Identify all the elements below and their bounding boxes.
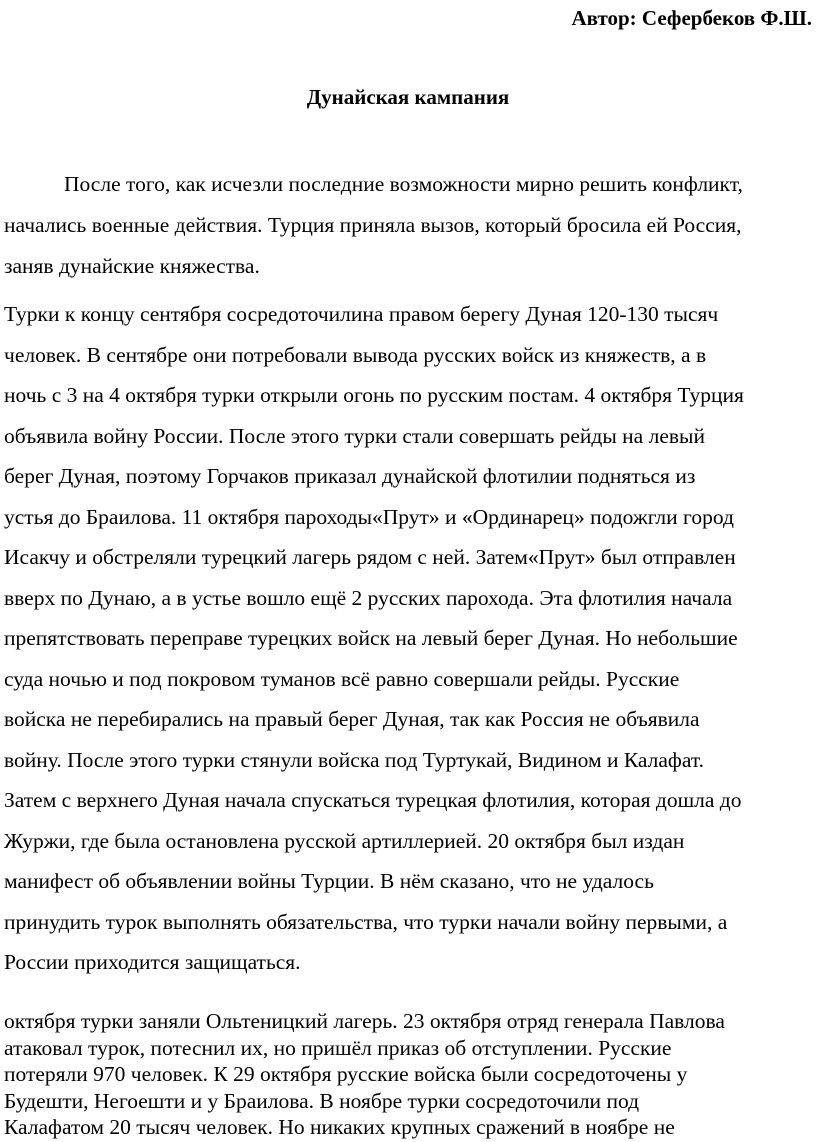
- paragraph-line: Будешти, Негоешти и у Браилова. В ноябре турки сосредоточили под: [4, 1088, 640, 1113]
- paragraph-line: манифест об объявлении войны Турции. В нём сказано, что не удалось: [4, 869, 654, 893]
- paragraph-line: Калафатом 20 тысяч человек. Но никаких крупных сражений в ноябре не: [4, 1115, 675, 1139]
- paragraph-2: [4, 300, 816, 989]
- document-title: Дунайская кампания: [306, 85, 510, 109]
- paragraph-line: человек. В сентябре они потребовали вывода русских войск из княжеств, а в: [4, 342, 707, 367]
- paragraph-line: берег Дуная, поэтому Горчаков приказал дунайской флотилии подняться из: [4, 464, 696, 488]
- paragraph-line: После того, как исчезли последние возможности мирно решить конфликт,: [64, 172, 743, 196]
- author-line: Автор: Сефербеков Ф.Ш.: [571, 6, 812, 30]
- paragraph-line: заняв дунайские княжества.: [4, 254, 260, 278]
- paragraph-line: препятствовать переправе турецких войск на левый берег Дуная. Но небольшие: [4, 626, 738, 650]
- paragraph-line: суда ночью и под покровом туманов всё равно совершали рейды. Русские: [4, 666, 680, 691]
- paragraph-line: войну. После этого турки стянули войска под Туртукай, Видином и Калафат.: [4, 747, 704, 772]
- paragraph-line: принудить турок выполнять обязательства, что турки начали войну первыми, а: [4, 909, 728, 934]
- paragraph-line: начались военные действия. Турция приняла вызов, который бросила ей Россия,: [4, 213, 742, 237]
- paragraph-line: Журжи, где была остановлена русской артиллерией. 20 октября был издан: [4, 828, 685, 853]
- paragraph-line: октября турки заняли Ольтеницкий лагерь. 23 октября отряд генерала Павлова: [4, 1009, 725, 1033]
- paragraph-1: [4, 170, 816, 293]
- paragraph-line: ночь с 3 на 4 октября турки открыли огонь по русским постам. 4 октября Турция: [4, 383, 744, 407]
- paragraph-line: Исакчу и обстреляли турецкий лагерь рядом с ней. Затем«Прут» был отправлен: [4, 545, 736, 569]
- paragraph-line: вверх по Дунаю, а в устье вошло ещё 2 русских парохода. Эта флотилия начала: [4, 585, 733, 610]
- paragraph-line: Затем с верхнего Дуная начала спускаться турецкая флотилия, которая дошла до: [4, 788, 742, 812]
- paragraph-line: атаковал турок, потеснил их, но пришёл приказ об отступлении. Русские: [4, 1035, 672, 1060]
- paragraph-line: Турки к концу сентября сосредоточилина правом берегу Дуная 120-130 тысяч: [4, 302, 719, 326]
- paragraph-line: объявила войну России. После этого турки стали совершать рейды на левый: [4, 423, 705, 448]
- paragraph-3: [4, 1008, 816, 1141]
- paragraph-line: устья до Браилова. 11 октября пароходы«Прут» и «Ординарец» подожгли город: [4, 504, 734, 529]
- paragraph-line: России приходится защищаться.: [4, 950, 301, 974]
- paragraph-line: потеряли 970 человек. К 29 октября русские войска были сосредоточены у: [4, 1062, 688, 1086]
- paragraph-line: войска не перебирались на правый берег Дуная, так как Россия не объявила: [4, 707, 700, 731]
